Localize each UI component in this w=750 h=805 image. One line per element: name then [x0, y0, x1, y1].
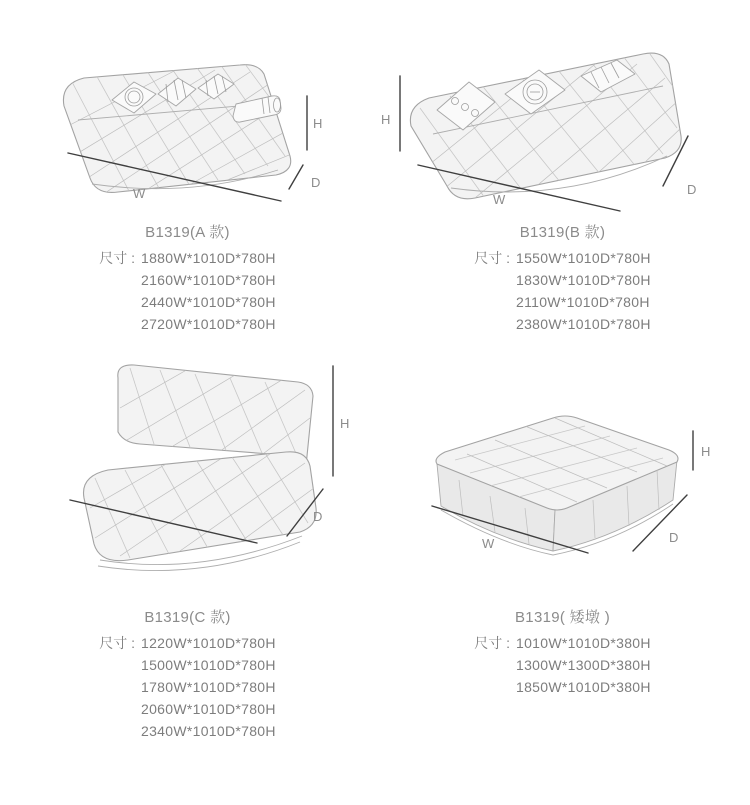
- product-ottoman-dimensions: [474, 632, 651, 698]
- size-value: 1550W*1010D*780H: [516, 250, 651, 266]
- width-label: W: [482, 536, 495, 551]
- width-label: W: [133, 186, 146, 201]
- product-ottoman-title: B1319( 矮墩 ): [515, 609, 610, 626]
- size-value: 1830W*1010D*780H: [516, 272, 651, 288]
- size-list: [516, 247, 651, 335]
- size-value: 2340W*1010D*780H: [141, 723, 276, 739]
- height-label: H: [381, 112, 391, 127]
- size-list: [141, 632, 276, 742]
- product-c-title: B1319(C 款): [144, 609, 231, 626]
- size-value: 1880W*1010D*780H: [141, 250, 276, 266]
- product-c-dimensions: [99, 632, 276, 742]
- size-label: 尺寸 :: [99, 250, 135, 266]
- size-list: [141, 247, 276, 335]
- size-label: 尺寸 :: [474, 250, 510, 266]
- size-value: 1220W*1010D*780H: [141, 635, 276, 651]
- width-label: W: [493, 192, 506, 207]
- sofa-b-sketch: [375, 8, 750, 213]
- size-value: 1780W*1010D*780H: [141, 679, 276, 695]
- size-list: [516, 632, 651, 698]
- product-ottoman-section: [375, 348, 750, 805]
- height-label: H: [313, 116, 323, 131]
- height-label: H: [701, 444, 711, 459]
- depth-dimension-line: [289, 165, 303, 189]
- product-a-title: B1319(A 款): [145, 224, 230, 241]
- size-value: 2160W*1010D*780H: [141, 272, 276, 288]
- depth-label: D: [669, 530, 679, 545]
- size-value: 1300W*1300D*380H: [516, 657, 651, 673]
- size-value: 2060W*1010D*780H: [141, 701, 276, 717]
- size-value: 1850W*1010D*380H: [516, 679, 651, 695]
- size-value: 2720W*1010D*780H: [141, 316, 276, 332]
- height-label: H: [340, 416, 350, 431]
- ottoman-body: [436, 416, 678, 555]
- ottoman-sketch: [375, 348, 750, 598]
- depth-label: D: [311, 175, 321, 190]
- product-b-dimensions: [474, 247, 651, 335]
- product-c-section: [0, 348, 375, 805]
- size-value: 1010W*1010D*380H: [516, 635, 651, 651]
- sofa-c-body: [84, 365, 317, 571]
- sofa-c-sketch: [0, 348, 375, 598]
- depth-label: D: [313, 509, 323, 524]
- size-label: 尺寸 :: [99, 635, 135, 651]
- sofa-a-sketch: [0, 8, 375, 213]
- size-value: 2380W*1010D*780H: [516, 316, 651, 332]
- depth-label: D: [687, 182, 697, 197]
- size-value: 2440W*1010D*780H: [141, 294, 276, 310]
- product-a-section: [0, 8, 375, 348]
- sofa-b-body: [410, 52, 681, 200]
- size-value: 1500W*1010D*780H: [141, 657, 276, 673]
- size-label: 尺寸 :: [474, 635, 510, 651]
- product-a-dimensions: [99, 247, 276, 335]
- product-b-section: [375, 8, 750, 348]
- product-b-title: B1319(B 款): [519, 224, 606, 241]
- size-value: 2110W*1010D*780H: [516, 294, 650, 310]
